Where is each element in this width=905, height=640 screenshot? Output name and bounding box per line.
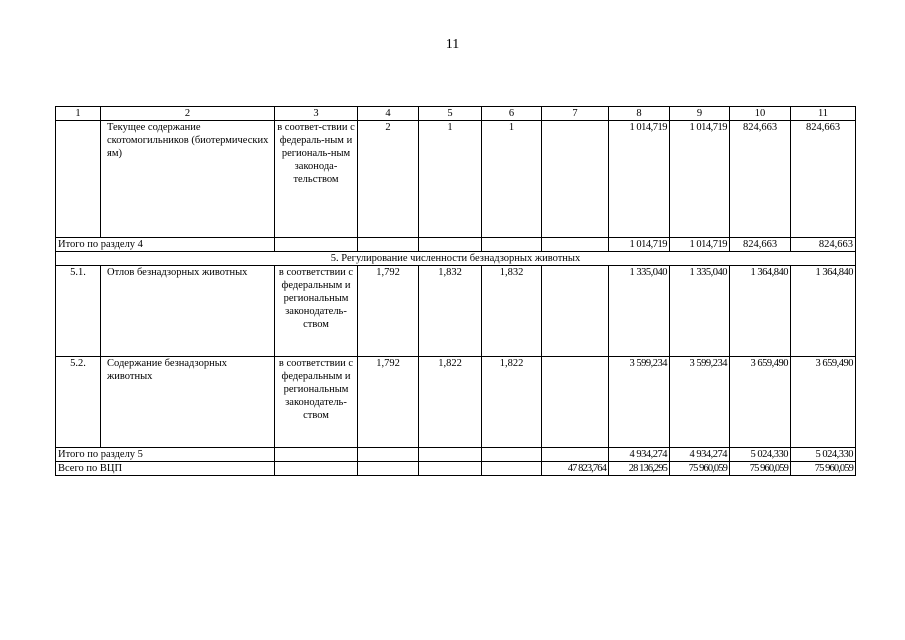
- empty-cell: [275, 238, 358, 252]
- column-header: 7: [542, 107, 609, 121]
- budget-table: [55, 106, 856, 476]
- cell-col4: 1,792: [358, 357, 419, 448]
- cell-col9: 1 014,719: [670, 238, 730, 252]
- activity-name: Отлов безнадзорных животных: [101, 266, 275, 357]
- cell-col10: 75 960,059: [730, 462, 791, 476]
- cell-col6: 1,822: [482, 357, 542, 448]
- row-number: 5.1.: [56, 266, 101, 357]
- cell-col8: 3 599,234: [609, 357, 670, 448]
- empty-cell: [358, 238, 419, 252]
- column-header: 3: [275, 107, 358, 121]
- empty-cell: [419, 462, 482, 476]
- column-header: 5: [419, 107, 482, 121]
- cell-col8: 1 335,040: [609, 266, 670, 357]
- empty-cell: [275, 448, 358, 462]
- empty-cell: [275, 462, 358, 476]
- cell-col8: 4 934,274: [609, 448, 670, 462]
- cell-col11: 5 024,330: [791, 448, 856, 462]
- legal-basis: в соответ-ствии с федераль-ным и региональ-ным законода-тельством: [275, 121, 358, 238]
- column-header: 4: [358, 107, 419, 121]
- empty-cell: [419, 238, 482, 252]
- empty-cell: [358, 462, 419, 476]
- column-header: 9: [670, 107, 730, 121]
- cell-col5: 1,822: [419, 357, 482, 448]
- cell-col8: 1 014,719: [609, 238, 670, 252]
- activity-name: Содержание безнадзорных животных: [101, 357, 275, 448]
- empty-cell: [542, 238, 609, 252]
- cell-col5: 1: [419, 121, 482, 238]
- cell-col9: 1 014,719: [670, 121, 730, 238]
- row-number: [56, 121, 101, 238]
- cell-col9: 75 960,059: [670, 462, 730, 476]
- cell-col8: 28 136,295: [609, 462, 670, 476]
- cell-col11: 75 960,059: [791, 462, 856, 476]
- cell-col11: 3 659,490: [791, 357, 856, 448]
- cell-col4: 2: [358, 121, 419, 238]
- cell-col4: 1,792: [358, 266, 419, 357]
- legal-basis: в соответствии с федеральным и региональным законодатель-ством: [275, 357, 358, 448]
- cell-col11: 1 364,840: [791, 266, 856, 357]
- cell-col9: 4 934,274: [670, 448, 730, 462]
- cell-col9: 1 335,040: [670, 266, 730, 357]
- table-row: [56, 121, 856, 238]
- page-number: 11: [445, 37, 460, 52]
- column-header: 2: [101, 107, 275, 121]
- cell-col11: 824,663: [791, 238, 856, 252]
- cell-col5: 1,832: [419, 266, 482, 357]
- empty-cell: [482, 462, 542, 476]
- cell-col7: 47 823,764: [542, 462, 609, 476]
- column-header: 6: [482, 107, 542, 121]
- empty-cell: [482, 238, 542, 252]
- cell-col11: 824,663: [791, 121, 856, 238]
- cell-col6: 1: [482, 121, 542, 238]
- legal-basis: в соответствии с федеральным и региональным законодатель-ством: [275, 266, 358, 357]
- section-header-row: [56, 252, 856, 266]
- activity-name: Текущее содержание скотомогильников (биотермических ям): [101, 121, 275, 238]
- empty-cell: [358, 448, 419, 462]
- column-header: 8: [609, 107, 670, 121]
- cell-col8: 1 014,719: [609, 121, 670, 238]
- cell-col10: 824,663: [730, 121, 791, 238]
- cell-col7: [542, 357, 609, 448]
- table-row: [56, 357, 856, 448]
- column-header: 10: [730, 107, 791, 121]
- table-row: [56, 266, 856, 357]
- empty-cell: [482, 448, 542, 462]
- subtotal-row: [56, 448, 856, 462]
- subtotal-row: [56, 238, 856, 252]
- cell-col10: 824,663: [730, 238, 791, 252]
- subtotal-label: Итого по разделу 5: [56, 448, 275, 462]
- section-title: 5. Регулирование численности безнадзорных животных: [56, 252, 856, 266]
- cell-col10: 1 364,840: [730, 266, 791, 357]
- empty-cell: [542, 448, 609, 462]
- row-number: 5.2.: [56, 357, 101, 448]
- cell-col10: 3 659,490: [730, 357, 791, 448]
- cell-col10: 5 024,330: [730, 448, 791, 462]
- column-header: 11: [791, 107, 856, 121]
- cell-col9: 3 599,234: [670, 357, 730, 448]
- empty-cell: [419, 448, 482, 462]
- cell-col7: [542, 266, 609, 357]
- grand-total-row: [56, 462, 856, 476]
- grand-total-label: Всего по ВЦП: [56, 462, 275, 476]
- subtotal-label: Итого по разделу 4: [56, 238, 275, 252]
- column-header: 1: [56, 107, 101, 121]
- column-number-row: [56, 107, 856, 121]
- cell-col6: 1,832: [482, 266, 542, 357]
- cell-col7: [542, 121, 609, 238]
